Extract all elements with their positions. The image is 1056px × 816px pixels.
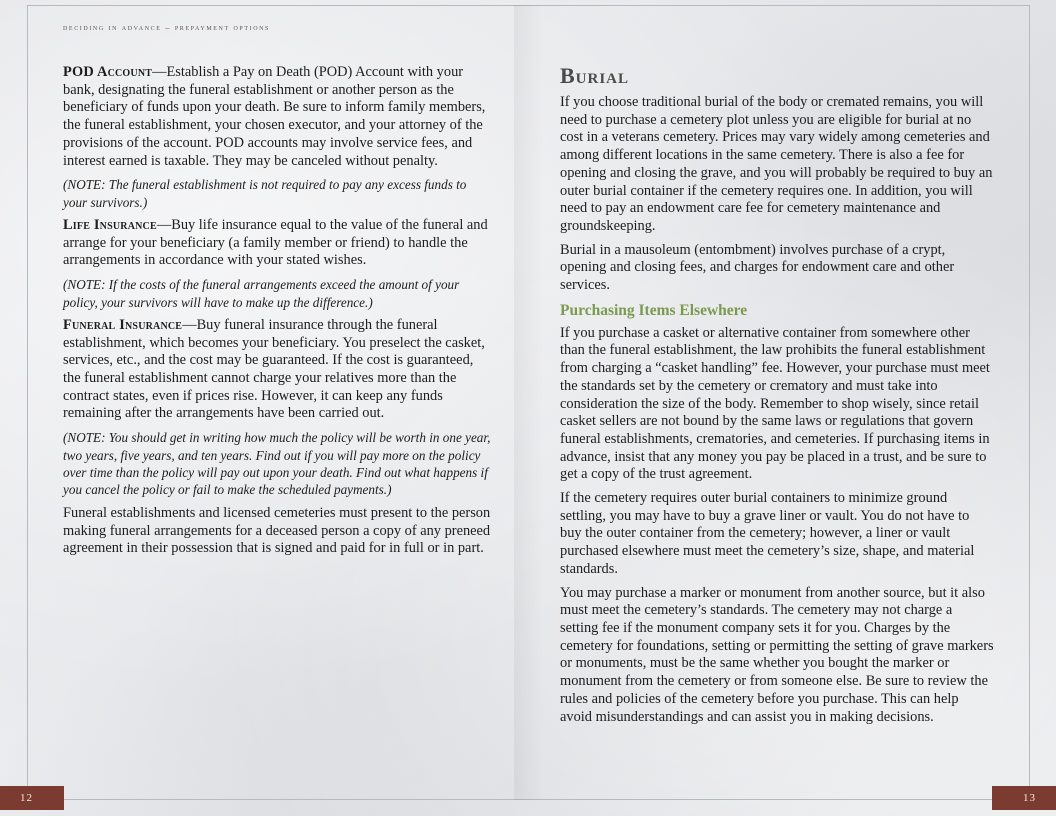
- funeral-insurance-paragraph: [63, 317, 491, 423]
- page-number-right: 13: [992, 786, 1056, 810]
- funeral-insurance-note: (NOTE: You should get in writing how much the policy will be worth in one year, two years, five years, and ten years. Find out if you will pay more on the policy over time than the policy will pay out upon your death. Find out what happens if you cancel the policy or fail to make the scheduled payments.): [63, 430, 491, 498]
- right-page-body: [560, 62, 994, 732]
- funeral-insurance-text: —Buy funeral insurance through the funeral establishment, which becomes your beneficiary. You preselect the casket, services, etc., and the cost may be guaranteed. If the cost is guaranteed, the funeral establishment cannot charge your relatives more than the contract states, even if prices rise. However, it can keep any funds remaining after the arrangements have been carried out.: [63, 316, 485, 422]
- funeral-insurance-term: Funeral Insurance: [63, 316, 183, 333]
- section-title-burial: Burial: [560, 63, 630, 88]
- life-insurance-note: (NOTE: If the costs of the funeral arrangements exceed the amount of your policy, your survivors will have to make up the difference.): [63, 277, 460, 310]
- life-insurance-text: —Buy life insurance equal to the value of the funeral and arrange for your beneficiary (a family member or friend) to handle the arrangements in accordance with your stated wishes.: [63, 217, 488, 269]
- preneed-agreement-paragraph: Funeral establishments and licensed cemeteries must present to the person making funeral arrangements for a deceased person a copy of any preneed agreement in their possession that is signed and paid for in full or in part.: [63, 504, 491, 557]
- burial-paragraph-1: If you choose traditional burial of the body or cremated remains, you will need to purchase a cemetery plot unless you are eligible for burial at no cost in a veterans cemetery. Prices may vary widely among cemeteries and among different locations in the same cemetery. There is also a fee for opening and closing the grave, and you will probably be required to buy an outer burial container if the cemetery requires one. In addition, you will need to pay an endowment care fee for cemetery maintenance and groundskeeping.: [560, 94, 993, 234]
- elsewhere-paragraph-2: If the cemetery requires outer burial containers to minimize ground settling, you may have to buy a grave liner or vault. You do not have to buy the outer container from the cemetery; however, a liner or vault purchased elsewhere must meet the cemetery’s size, shape, and material standards.: [560, 490, 975, 577]
- elsewhere-paragraph-1: If you purchase a casket or alternative container from somewhere other than the funeral establishment, the law prohibits the funeral establishment from charging a “casket handling” fee. However, your purchase must meet the standards set by the cemetery or crematory and must take into consideration the size of the body. Remember to shop wisely, since retail casket sellers are not bound by the same laws or regulations that govern funeral establishments, crematories, and cemeteries. If purchasing items in advance, insist that any money you pay be placed in a trust, and be sure to get a copy of the trust agreement.: [560, 324, 990, 483]
- gutter-shadow: [514, 5, 544, 800]
- pod-account-text: —Establish a Pay on Death (POD) Account with your bank, designating the funeral establishment or another person as the beneficiary of funds upon your death. Be sure to inform family members, the funeral establishment, your chosen executor, and your attorney of the provisions of the account. POD accounts may involve service fees, and interest earned is taxable. They may be canceled without penalty.: [63, 64, 486, 169]
- page-number-left: 12: [0, 786, 64, 810]
- running-header: deciding in advance – prepayment options: [63, 22, 270, 32]
- burial-paragraph-2: Burial in a mausoleum (entombment) involves purchase of a crypt, opening and closing fees, and charges for endowment care and other services.: [560, 241, 955, 294]
- pod-account-note: (NOTE: The funeral establishment is not required to pay any excess funds to your survivors.): [63, 177, 467, 210]
- life-insurance-paragraph: [63, 217, 491, 270]
- left-page-body: [63, 64, 491, 564]
- elsewhere-paragraph-3: You may purchase a marker or monument from another source, but it also must meet the cemetery’s standards. The cemetery may not charge a setting fee if the monument company sets it for you. Charges by the cemetery for foundations, setting or permitting the setting of grave markers or monuments, must be the same whether you bought the marker or monument from the cemetery or from someone else. Be sure to review the rules and policies of the cemetery before you purchase. This can help avoid misunderstandings and can assist you in making decisions.: [560, 584, 994, 725]
- life-insurance-term: Life Insurance: [63, 217, 157, 234]
- pod-account-term: POD Account: [63, 64, 153, 80]
- subhead-purchasing-elsewhere: Purchasing Items Elsewhere: [560, 301, 748, 319]
- pod-account-paragraph: [63, 64, 491, 170]
